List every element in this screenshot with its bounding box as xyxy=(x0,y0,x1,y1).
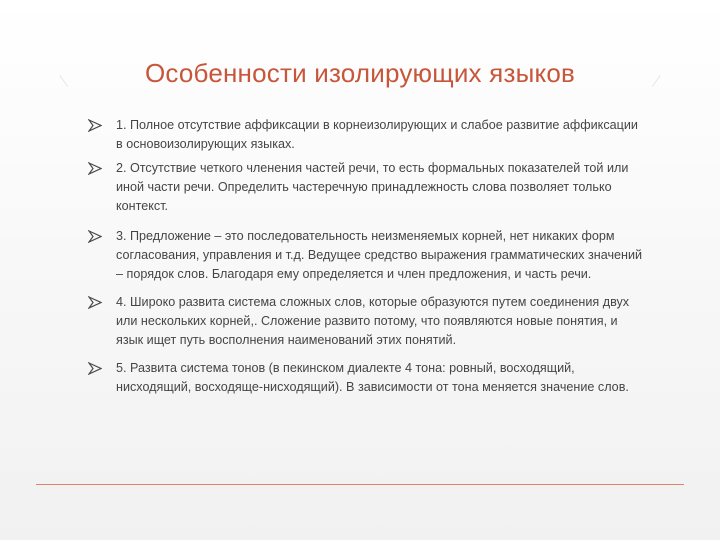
bullet-item xyxy=(88,359,648,397)
bullet-text: 3. Предложение – это последовательность неизменяемых корней, нет никаких форм согласования, управления и т.д. Ведущее средство выражения грамматических значений – порядок слов. Благодаря ему определяется и член предложения, и часть речи. xyxy=(116,229,643,281)
arrow-bullet-icon xyxy=(88,362,102,375)
bullet-item xyxy=(88,227,648,284)
bullet-text: 5. Развита система тонов (в пекинском диалекте 4 тона: ровный, восходящий, нисходящий, восходяще-нисходящий). В зависимости от тона меняется значение слов. xyxy=(116,361,629,394)
arrow-bullet-icon xyxy=(88,119,102,132)
bullet-list xyxy=(88,116,648,397)
slide-title: Особенности изолирующих языков xyxy=(144,58,576,88)
bullet-text: 4. Широко развита система сложных слов, которые образуются путем соединения двух или нескольких корней,. Сложение развито потому, что появляются новые понятия, и язык ищет путь восполнения наименований этих понятий. xyxy=(116,295,630,347)
bullet-text: 1. Полное отсутствие аффиксации в корнеизолирующих и слабое развитие аффиксации в основоизолирующих языках. xyxy=(116,118,638,151)
bullet-item xyxy=(88,293,648,350)
bullet-item xyxy=(88,116,648,154)
arrow-bullet-icon xyxy=(88,296,102,309)
arrow-bullet-icon xyxy=(88,230,102,243)
bullet-text: 2. Отсутствие четкого членения частей речи, то есть формальных показателей той или иной части речи. Определить частеречную принадлежность слова позволяет только контекст. xyxy=(116,161,629,213)
arrow-bullet-icon xyxy=(88,162,102,175)
bullet-item xyxy=(88,159,648,216)
footer-divider xyxy=(36,484,684,485)
